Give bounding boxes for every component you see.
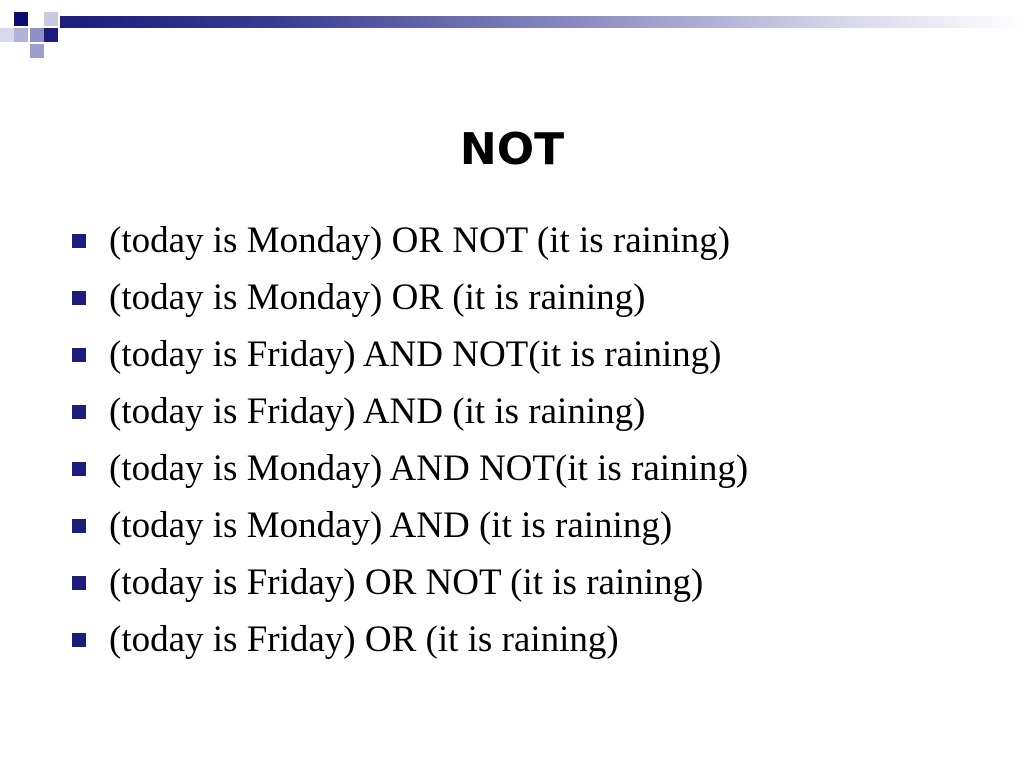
decor-square — [44, 28, 58, 42]
square-bullet-icon — [72, 291, 86, 305]
square-bullet-icon — [72, 633, 86, 647]
decor-square — [14, 28, 28, 42]
square-bullet-icon — [72, 462, 86, 476]
bullet-text: (today is Monday) OR NOT (it is raining) — [109, 219, 731, 261]
bullet-text: (today is Monday) OR (it is raining) — [109, 276, 646, 318]
decor-square — [30, 44, 44, 58]
decor-square — [30, 28, 44, 42]
bullet-item — [72, 497, 748, 554]
bullet-item — [72, 440, 748, 497]
bullet-item — [72, 212, 748, 269]
bullet-text: (today is Friday) AND NOT(it is raining) — [109, 333, 722, 375]
bullet-text: (today is Monday) AND NOT(it is raining) — [109, 447, 749, 489]
bullet-item — [72, 611, 748, 668]
bullet-item — [72, 383, 748, 440]
bullet-text: (today is Friday) OR NOT (it is raining) — [109, 561, 704, 603]
decor-square — [14, 12, 28, 26]
square-bullet-icon — [72, 405, 86, 419]
square-bullet-icon — [72, 519, 86, 533]
bullet-text: (today is Friday) OR (it is raining) — [109, 618, 619, 660]
decor-square — [44, 12, 58, 26]
decor-square — [0, 28, 14, 42]
bullet-list — [72, 212, 748, 668]
bullet-item — [72, 326, 748, 383]
bullet-text: (today is Monday) AND (it is raining) — [109, 504, 673, 546]
slide-title: NOT — [459, 124, 565, 175]
bullet-item — [72, 554, 748, 611]
square-bullet-icon — [72, 234, 86, 248]
bullet-text: (today is Friday) AND (it is raining) — [109, 390, 646, 432]
square-bullet-icon — [72, 348, 86, 362]
header-gradient-band — [60, 16, 1024, 28]
square-bullet-icon — [72, 576, 86, 590]
bullet-item — [72, 269, 748, 326]
